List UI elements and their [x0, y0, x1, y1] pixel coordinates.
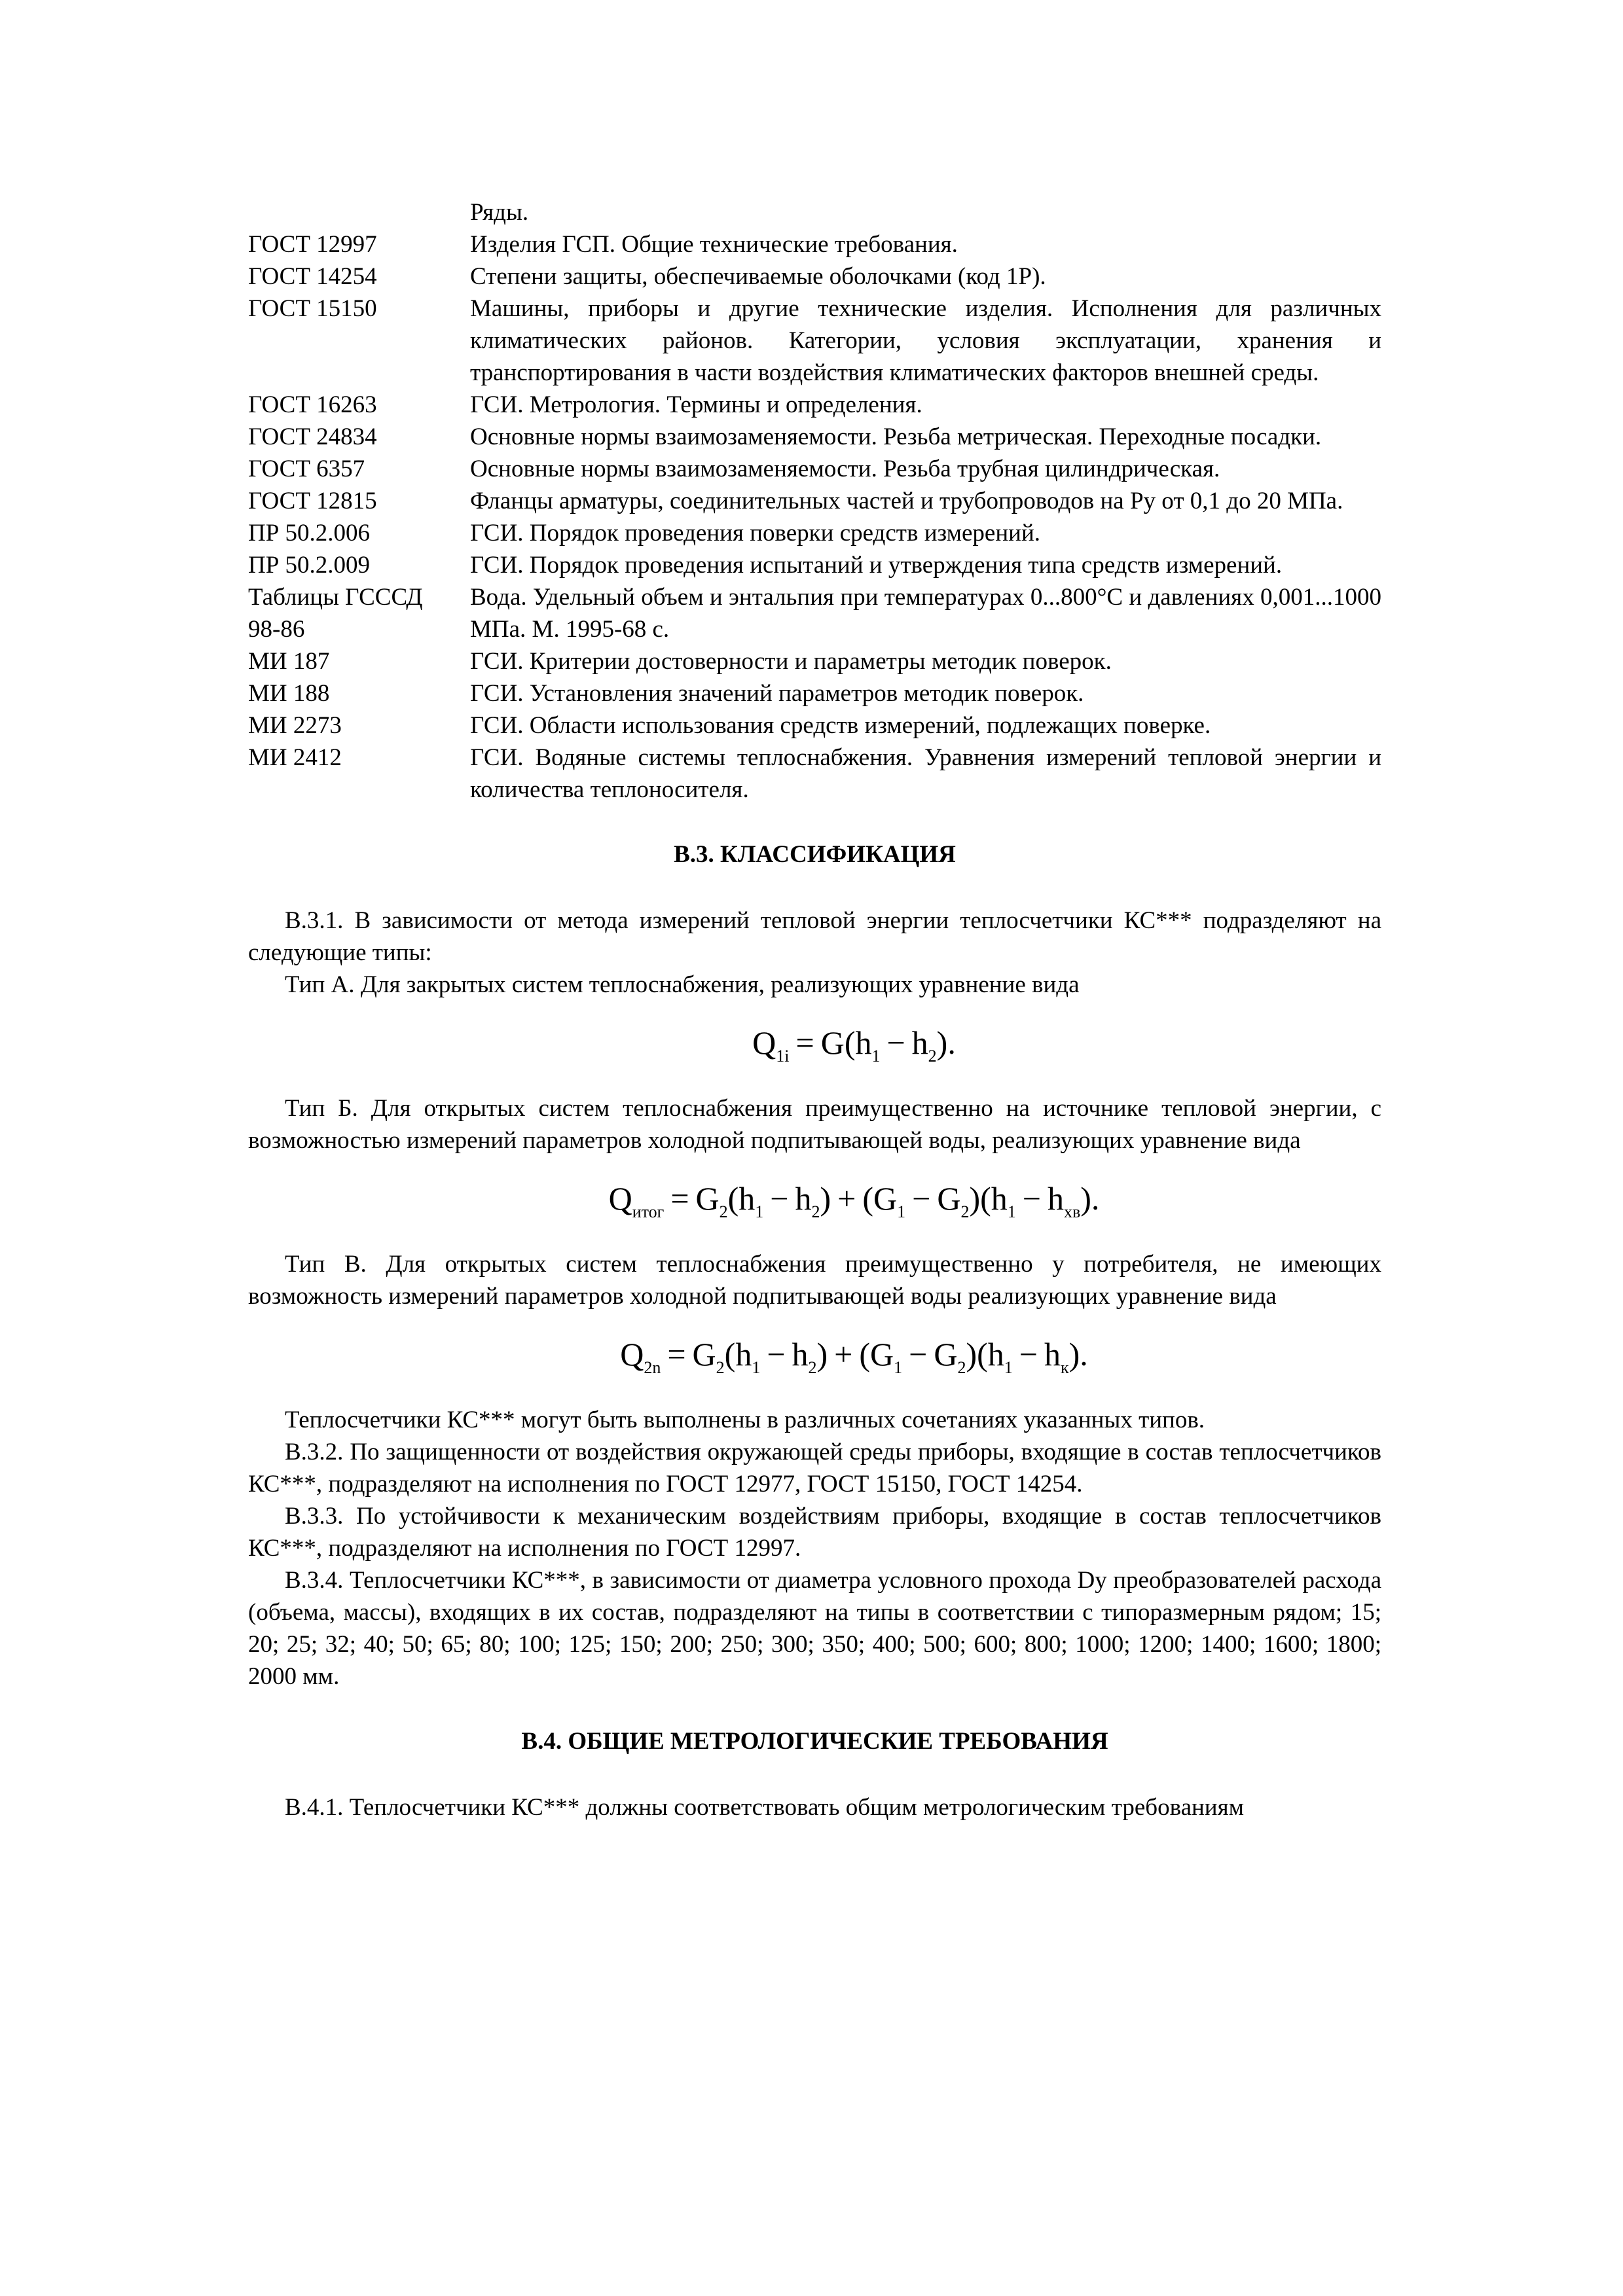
paragraph-type-v: Тип В. Для открытых систем теплоснабжения преимущественно у потребителя, не имеющих возможность измерений параметров холодной подпитывающей воды реализующих уравнение вида	[248, 1251, 1381, 1310]
ref-code: МИ 187	[248, 648, 330, 675]
ref-desc: Ряды.	[470, 199, 529, 226]
ref-code: ГОСТ 24834	[248, 423, 377, 450]
ref-desc: ГСИ. Порядок проведения испытаний и утверждения типа средств измерений.	[470, 552, 1283, 579]
document-page	[248, 196, 1381, 1823]
paragraph-b34: В.3.4. Теплосчетчики КС***, в зависимости от диаметра условного прохода Dy преобразователей расхода (объема, массы), входящих в их состав, подразделяют на типы в соответствии с типоразмерным рядом; 15; 20; 25; 32; 40; 50; 65; 80; 100; 125; 150; 200; 250; 300; 350; 400; 500; 600; 800; 1000; 1200; 1400; 1600; 1800; 2000 мм.	[248, 1567, 1381, 1690]
ref-desc: Степени защиты, обеспечиваемые оболочками (код 1Р).	[470, 263, 1046, 290]
ref-code: Таблицы ГСССД 98-86	[248, 584, 423, 643]
formula-type-b: $Q_{итог} = G_2(h_1 - h_2) + (G_1 - G_2)(h_1 - h_{хв})$.	[608, 1180, 1100, 1221]
ref-desc: ГСИ. Метрология. Термины и определения.	[470, 391, 922, 418]
ref-code: ГОСТ 16263	[248, 391, 377, 418]
ref-desc: Фланцы арматуры, соединительных частей и трубопроводов на Ру от 0,1 до 20 МПа.	[470, 488, 1343, 514]
paragraph-b41: В.4.1. Теплосчетчики КС*** должны соответствовать общим метрологическим требованиям	[285, 1794, 1245, 1821]
ref-desc: Машины, приборы и другие технические изделия. Исполнения для различных климатических районов. Категории, условия эксплуатации, хранения и транспортирования в части воздействия климатических факторов внешней среды.	[470, 295, 1381, 386]
ref-code: ПР 50.2.009	[248, 552, 371, 579]
ref-code: МИ 2273	[248, 712, 342, 739]
ref-desc: ГСИ. Порядок проведения поверки средств измерений.	[470, 520, 1040, 547]
ref-desc: ГСИ. Критерии достоверности и параметры методик поверок.	[470, 648, 1112, 675]
section-heading-classification: В.3. КЛАССИФИКАЦИЯ	[674, 841, 956, 868]
ref-code: МИ 2412	[248, 744, 342, 771]
formula-type-a: $Q_{1i} = G(h_1 - h_2)$.	[752, 1024, 956, 1066]
ref-code: ГОСТ 6357	[248, 456, 365, 482]
paragraph-b33: В.3.3. По устойчивости к механическим воздействиям приборы, входящие в состав теплосчетчиков КС***, подразделяют на исполнения по ГОСТ 12997.	[248, 1503, 1381, 1562]
ref-code: ПР 50.2.006	[248, 520, 371, 547]
ref-code: ГОСТ 12997	[248, 231, 377, 258]
ref-code: МИ 188	[248, 680, 330, 707]
ref-desc: Изделия ГСП. Общие технические требования.	[470, 231, 958, 258]
paragraph-type-b: Тип Б. Для открытых систем теплоснабжения преимущественно на источнике тепловой энергии, с возможностью измерений параметров холодной подпитывающей воды, реализующих уравнение вида	[248, 1095, 1381, 1154]
references-list	[248, 196, 1381, 806]
section-heading-metrology: В.4. ОБЩИЕ МЕТРОЛОГИЧЕСКИЕ ТРЕБОВАНИЯ	[521, 1728, 1108, 1755]
ref-desc: Вода. Удельный объем и энтальпия при температурах 0...800°С и давлениях 0,001...1000 МПа. М. 1995-68 с.	[470, 584, 1381, 643]
ref-desc: Основные нормы взаимозаменяемости. Резьба метрическая. Переходные посадки.	[470, 423, 1322, 450]
ref-desc: ГСИ. Водяные системы теплоснабжения. Уравнения измерений тепловой энергии и количества теплоносителя.	[470, 744, 1381, 803]
formula-type-v: $Q_{2n} = G_2(h_1 - h_2) + (G_1 - G_2)(h_1 - h_к)$.	[620, 1336, 1088, 1377]
ref-desc: Основные нормы взаимозаменяемости. Резьба трубная цилиндрическая.	[470, 456, 1220, 482]
ref-code: ГОСТ 14254	[248, 263, 377, 290]
ref-code: ГОСТ 12815	[248, 488, 377, 514]
ref-desc: ГСИ. Области использования средств измерений, подлежащих поверке.	[470, 712, 1211, 739]
paragraph-b31: В.3.1. В зависимости от метода измерений тепловой энергии теплосчетчики КС*** подразделяют на следующие типы:	[248, 907, 1381, 966]
paragraph-type-a: Тип А. Для закрытых систем теплоснабжения, реализующих уравнение вида	[285, 971, 1080, 998]
ref-desc: ГСИ. Установления значений параметров методик поверок.	[470, 680, 1084, 707]
ref-code	[248, 196, 470, 228]
paragraph-combinations: Теплосчетчики КС*** могут быть выполнены в различных сочетаниях указанных типов.	[285, 1407, 1205, 1433]
ref-code: ГОСТ 15150	[248, 295, 377, 322]
paragraph-b32: В.3.2. По защищенности от воздействия окружающей среды приборы, входящие в состав теплосчетчиков КС***, подразделяют на исполнения по ГОСТ 12977, ГОСТ 15150, ГОСТ 14254.	[248, 1439, 1381, 1498]
